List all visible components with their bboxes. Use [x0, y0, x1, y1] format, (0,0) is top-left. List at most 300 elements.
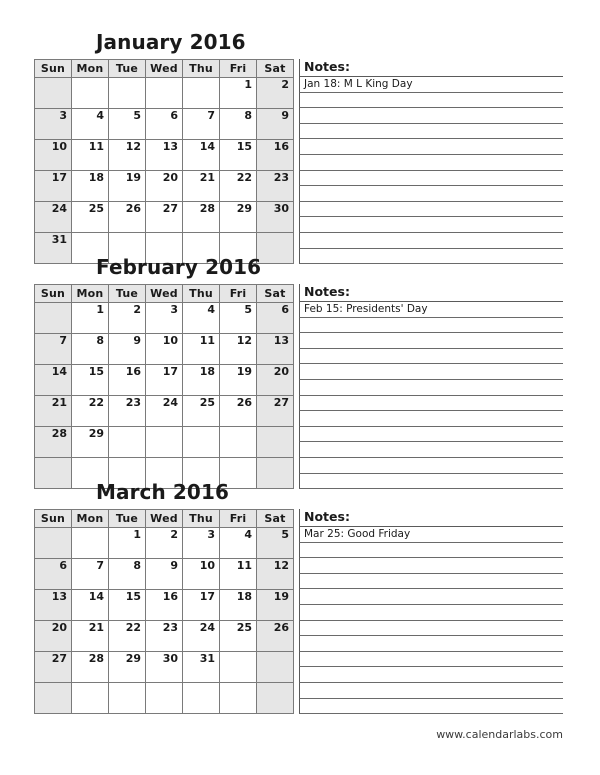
day-number — [35, 683, 71, 684]
week-row — [35, 365, 294, 396]
day-number: 8 — [244, 109, 252, 122]
day-cell[interactable] — [72, 621, 109, 652]
notes-line[interactable] — [299, 558, 563, 574]
day-cell[interactable] — [35, 396, 72, 427]
weekday-header-sat: Sat — [257, 60, 294, 78]
day-number: 16 — [273, 140, 289, 153]
notes-line[interactable] — [299, 155, 563, 171]
weekday-header-wed: Wed — [146, 510, 183, 528]
day-cell[interactable] — [35, 559, 72, 590]
notes-line[interactable] — [299, 427, 563, 443]
month-title: January 2016 — [96, 30, 246, 54]
day-cell[interactable] — [183, 528, 220, 559]
day-number — [257, 458, 293, 459]
notes-line[interactable] — [299, 139, 563, 155]
day-cell[interactable] — [220, 365, 257, 396]
day-cell[interactable] — [220, 334, 257, 365]
day-number — [109, 78, 145, 79]
day-cell[interactable] — [220, 621, 257, 652]
day-cell-empty[interactable] — [220, 427, 257, 458]
month-block-march — [34, 480, 563, 714]
notes-line[interactable] — [299, 233, 563, 249]
day-cell[interactable] — [220, 396, 257, 427]
day-cell[interactable] — [146, 365, 183, 396]
weekday-header-thu: Thu — [183, 510, 220, 528]
day-cell[interactable] — [257, 559, 294, 590]
day-cell[interactable] — [35, 590, 72, 621]
day-number — [257, 233, 293, 234]
day-cell[interactable] — [146, 528, 183, 559]
day-cell[interactable] — [72, 365, 109, 396]
day-cell[interactable] — [146, 621, 183, 652]
weekday-header-mon: Mon — [72, 60, 109, 78]
day-number: 17 — [199, 590, 215, 603]
notes-line[interactable] — [299, 333, 563, 349]
month-body — [34, 509, 563, 714]
day-cell[interactable] — [257, 171, 294, 202]
day-number: 9 — [170, 559, 178, 572]
notes-line[interactable] — [299, 589, 563, 605]
day-cell-empty[interactable] — [72, 78, 109, 109]
day-cell[interactable] — [109, 303, 146, 334]
day-cell[interactable] — [35, 365, 72, 396]
day-cell[interactable] — [35, 621, 72, 652]
day-cell-empty[interactable] — [146, 78, 183, 109]
day-number: 8 — [133, 559, 141, 572]
week-row — [35, 559, 294, 590]
day-number: 10 — [51, 140, 67, 153]
weekday-header-sun: Sun — [35, 60, 72, 78]
day-number: 27 — [273, 396, 289, 409]
day-number: 5 — [244, 303, 252, 316]
day-number: 25 — [88, 202, 104, 215]
day-number: 15 — [236, 140, 252, 153]
calendar-grid — [34, 509, 294, 714]
day-cell[interactable] — [109, 396, 146, 427]
day-cell-empty[interactable] — [35, 528, 72, 559]
day-number: 20 — [51, 621, 67, 634]
notes-line[interactable] — [299, 683, 563, 699]
day-cell[interactable] — [35, 140, 72, 171]
weekday-header-row — [35, 510, 294, 528]
notes-line[interactable] — [299, 93, 563, 109]
day-cell[interactable] — [72, 652, 109, 683]
day-number: 14 — [51, 365, 67, 378]
day-number: 11 — [88, 140, 104, 153]
day-cell-empty[interactable] — [109, 683, 146, 714]
day-number: 26 — [125, 202, 141, 215]
day-cell[interactable] — [72, 171, 109, 202]
day-number — [72, 233, 108, 234]
day-cell[interactable] — [257, 365, 294, 396]
week-row — [35, 140, 294, 171]
day-cell[interactable] — [220, 140, 257, 171]
day-cell[interactable] — [72, 396, 109, 427]
notes-line[interactable] — [299, 574, 563, 590]
day-number — [146, 233, 182, 234]
day-number: 7 — [96, 559, 104, 572]
day-cell[interactable] — [109, 109, 146, 140]
day-number — [257, 427, 293, 428]
day-cell[interactable] — [257, 621, 294, 652]
day-number: 21 — [199, 171, 215, 184]
day-cell[interactable] — [72, 202, 109, 233]
day-cell[interactable] — [257, 528, 294, 559]
day-cell[interactable] — [109, 171, 146, 202]
day-cell[interactable] — [183, 202, 220, 233]
weekday-header-tue: Tue — [109, 285, 146, 303]
day-number: 7 — [59, 334, 67, 347]
day-cell[interactable] — [72, 590, 109, 621]
day-cell[interactable] — [183, 559, 220, 590]
day-cell[interactable] — [146, 396, 183, 427]
notes-line[interactable] — [299, 652, 563, 668]
day-cell[interactable] — [109, 652, 146, 683]
day-number: 22 — [125, 621, 141, 634]
notes-line[interactable] — [299, 605, 563, 621]
day-cell[interactable] — [183, 365, 220, 396]
day-cell[interactable] — [220, 590, 257, 621]
day-number — [183, 427, 219, 428]
day-number: 12 — [273, 559, 289, 572]
day-number: 30 — [162, 652, 178, 665]
day-number — [183, 233, 219, 234]
notes-line[interactable] — [299, 396, 563, 412]
week-row — [35, 396, 294, 427]
day-cell[interactable] — [220, 528, 257, 559]
notes-line[interactable] — [299, 380, 563, 396]
day-cell[interactable] — [257, 78, 294, 109]
day-cell[interactable] — [183, 396, 220, 427]
day-number: 10 — [162, 334, 178, 347]
day-number: 2 — [133, 303, 141, 316]
day-cell-empty[interactable] — [183, 78, 220, 109]
day-number — [35, 458, 71, 459]
weekday-header-fri: Fri — [220, 285, 257, 303]
day-cell-empty[interactable] — [183, 427, 220, 458]
day-cell[interactable] — [257, 590, 294, 621]
weekday-header-thu: Thu — [183, 285, 220, 303]
day-number: 11 — [236, 559, 252, 572]
notes-line[interactable] — [299, 171, 563, 187]
day-number: 22 — [236, 171, 252, 184]
day-number: 23 — [273, 171, 289, 184]
day-cell[interactable] — [183, 652, 220, 683]
day-cell[interactable] — [220, 109, 257, 140]
day-number — [109, 458, 145, 459]
day-cell[interactable] — [257, 109, 294, 140]
notes-panel — [299, 59, 563, 264]
day-cell[interactable] — [109, 140, 146, 171]
day-number — [220, 458, 256, 459]
footer-website: www.calendarlabs.com — [436, 728, 563, 741]
day-cell[interactable] — [257, 334, 294, 365]
day-number: 6 — [170, 109, 178, 122]
day-cell[interactable] — [72, 303, 109, 334]
day-number: 24 — [51, 202, 67, 215]
day-number: 24 — [199, 621, 215, 634]
day-number: 26 — [236, 396, 252, 409]
day-cell-empty[interactable] — [109, 427, 146, 458]
day-cell[interactable] — [35, 202, 72, 233]
day-number — [183, 458, 219, 459]
day-number — [72, 528, 108, 529]
day-number: 14 — [199, 140, 215, 153]
day-number — [220, 233, 256, 234]
day-number — [109, 233, 145, 234]
notes-line[interactable] — [299, 186, 563, 202]
day-number: 16 — [125, 365, 141, 378]
month-title: March 2016 — [96, 480, 229, 504]
day-cell[interactable] — [257, 303, 294, 334]
day-number: 5 — [281, 528, 289, 541]
weekday-header-mon: Mon — [72, 285, 109, 303]
day-cell[interactable] — [146, 171, 183, 202]
day-number — [220, 652, 256, 653]
day-cell-empty[interactable] — [72, 528, 109, 559]
day-cell-empty[interactable] — [257, 683, 294, 714]
weekday-header-sat: Sat — [257, 510, 294, 528]
notes-line[interactable] — [299, 108, 563, 124]
day-cell[interactable] — [220, 559, 257, 590]
day-number: 11 — [199, 334, 215, 347]
day-cell[interactable] — [257, 396, 294, 427]
day-number: 5 — [133, 109, 141, 122]
month-title: February 2016 — [96, 255, 262, 279]
day-cell-empty[interactable] — [220, 652, 257, 683]
notes-line[interactable] — [299, 699, 563, 715]
day-number: 30 — [273, 202, 289, 215]
month-block-january — [34, 30, 563, 264]
day-cell-empty[interactable] — [35, 303, 72, 334]
week-row — [35, 528, 294, 559]
day-cell-empty[interactable] — [257, 427, 294, 458]
day-number: 27 — [162, 202, 178, 215]
day-cell[interactable] — [35, 109, 72, 140]
day-number: 28 — [88, 652, 104, 665]
day-cell[interactable] — [183, 140, 220, 171]
day-number: 29 — [125, 652, 141, 665]
day-number: 28 — [51, 427, 67, 440]
weekday-header-fri: Fri — [220, 60, 257, 78]
day-cell-empty[interactable] — [109, 78, 146, 109]
day-cell[interactable] — [257, 202, 294, 233]
day-number: 27 — [51, 652, 67, 665]
day-number: 16 — [162, 590, 178, 603]
day-number: 25 — [199, 396, 215, 409]
day-number — [220, 683, 256, 684]
day-number — [220, 427, 256, 428]
day-number: 1 — [96, 303, 104, 316]
weekday-header-wed: Wed — [146, 285, 183, 303]
day-number: 6 — [59, 559, 67, 572]
day-cell[interactable] — [220, 171, 257, 202]
calendar-grid — [34, 284, 294, 489]
day-number: 13 — [162, 140, 178, 153]
day-cell[interactable] — [220, 303, 257, 334]
holiday-note[interactable]: Mar 25: Good Friday — [299, 527, 563, 543]
notes-line[interactable] — [299, 124, 563, 140]
day-cell-empty[interactable] — [35, 78, 72, 109]
day-number — [257, 652, 293, 653]
day-cell[interactable] — [183, 334, 220, 365]
day-cell[interactable] — [35, 171, 72, 202]
weekday-header-row — [35, 60, 294, 78]
day-cell[interactable] — [146, 140, 183, 171]
day-cell[interactable] — [183, 109, 220, 140]
day-cell[interactable] — [109, 365, 146, 396]
notes-line[interactable] — [299, 667, 563, 683]
day-cell[interactable] — [109, 559, 146, 590]
day-cell[interactable] — [109, 202, 146, 233]
notes-line[interactable] — [299, 217, 563, 233]
day-cell[interactable] — [35, 652, 72, 683]
day-number: 7 — [207, 109, 215, 122]
day-number: 31 — [199, 652, 215, 665]
day-number — [72, 78, 108, 79]
day-number: 17 — [51, 171, 67, 184]
day-number — [146, 683, 182, 684]
day-cell-empty[interactable] — [220, 683, 257, 714]
day-number — [72, 458, 108, 459]
notes-line[interactable] — [299, 349, 563, 365]
day-number: 13 — [273, 334, 289, 347]
notes-line[interactable] — [299, 458, 563, 474]
day-number: 29 — [236, 202, 252, 215]
week-row — [35, 683, 294, 714]
day-cell-empty[interactable] — [72, 683, 109, 714]
day-cell[interactable] — [183, 621, 220, 652]
day-cell[interactable] — [257, 140, 294, 171]
day-number: 9 — [133, 334, 141, 347]
day-cell[interactable] — [146, 590, 183, 621]
weekday-header-fri: Fri — [220, 510, 257, 528]
day-cell-empty[interactable] — [183, 683, 220, 714]
day-cell[interactable] — [146, 202, 183, 233]
day-number: 17 — [162, 365, 178, 378]
week-row — [35, 78, 294, 109]
day-number — [35, 78, 71, 79]
holiday-note[interactable]: Feb 15: Presidents' Day — [299, 302, 563, 318]
weekday-header-tue: Tue — [109, 510, 146, 528]
day-number: 13 — [51, 590, 67, 603]
notes-line[interactable] — [299, 202, 563, 218]
notes-label: Notes: — [299, 509, 563, 527]
day-number: 29 — [88, 427, 104, 440]
day-number: 18 — [88, 171, 104, 184]
day-cell[interactable] — [183, 171, 220, 202]
notes-line[interactable] — [299, 364, 563, 380]
weekday-header-tue: Tue — [109, 60, 146, 78]
day-cell[interactable] — [146, 109, 183, 140]
day-number: 19 — [125, 171, 141, 184]
day-number: 15 — [88, 365, 104, 378]
day-cell-empty[interactable] — [146, 683, 183, 714]
day-cell[interactable] — [183, 590, 220, 621]
notes-line[interactable] — [299, 543, 563, 559]
notes-line[interactable] — [299, 318, 563, 334]
notes-line[interactable] — [299, 442, 563, 458]
day-number — [35, 528, 71, 529]
weekday-header-thu: Thu — [183, 60, 220, 78]
day-cell[interactable] — [146, 334, 183, 365]
day-number: 1 — [244, 78, 252, 91]
week-row — [35, 652, 294, 683]
week-row — [35, 171, 294, 202]
day-cell-empty[interactable] — [146, 427, 183, 458]
week-row — [35, 590, 294, 621]
day-number: 10 — [199, 559, 215, 572]
day-number: 14 — [88, 590, 104, 603]
notes-line[interactable] — [299, 621, 563, 637]
day-cell[interactable] — [35, 427, 72, 458]
day-number — [72, 683, 108, 684]
notes-panel — [299, 509, 563, 714]
day-cell[interactable] — [35, 334, 72, 365]
day-cell[interactable] — [146, 652, 183, 683]
day-number: 3 — [170, 303, 178, 316]
month-body — [34, 284, 563, 489]
day-number — [183, 683, 219, 684]
day-number: 18 — [199, 365, 215, 378]
day-cell[interactable] — [109, 590, 146, 621]
day-cell[interactable] — [72, 427, 109, 458]
day-cell[interactable] — [183, 303, 220, 334]
day-number: 4 — [244, 528, 252, 541]
day-cell-empty[interactable] — [35, 683, 72, 714]
day-number: 12 — [125, 140, 141, 153]
day-number: 15 — [125, 590, 141, 603]
day-cell[interactable] — [220, 78, 257, 109]
day-cell[interactable] — [220, 202, 257, 233]
weekday-header-row — [35, 285, 294, 303]
day-number: 28 — [199, 202, 215, 215]
notes-line[interactable] — [299, 411, 563, 427]
day-number: 3 — [207, 528, 215, 541]
day-cell[interactable] — [72, 559, 109, 590]
day-number: 21 — [51, 396, 67, 409]
day-cell[interactable] — [109, 528, 146, 559]
day-cell[interactable] — [109, 621, 146, 652]
day-number — [109, 427, 145, 428]
day-number — [257, 683, 293, 684]
week-row — [35, 303, 294, 334]
day-number — [35, 303, 71, 304]
month-body — [34, 59, 563, 264]
day-number: 26 — [273, 621, 289, 634]
week-row — [35, 621, 294, 652]
day-number: 6 — [281, 303, 289, 316]
weekday-header-mon: Mon — [72, 510, 109, 528]
notes-line[interactable] — [299, 636, 563, 652]
day-cell[interactable] — [72, 334, 109, 365]
day-number: 20 — [162, 171, 178, 184]
week-row — [35, 109, 294, 140]
day-number: 1 — [133, 528, 141, 541]
day-number: 21 — [88, 621, 104, 634]
day-cell[interactable] — [146, 303, 183, 334]
day-number: 19 — [236, 365, 252, 378]
notes-panel — [299, 284, 563, 489]
day-cell-empty[interactable] — [257, 652, 294, 683]
day-cell[interactable] — [109, 334, 146, 365]
holiday-note[interactable]: Jan 18: M L King Day — [299, 77, 563, 93]
weekday-header-sat: Sat — [257, 285, 294, 303]
day-cell[interactable] — [72, 140, 109, 171]
day-number — [183, 78, 219, 79]
day-cell[interactable] — [146, 559, 183, 590]
day-cell[interactable] — [72, 109, 109, 140]
